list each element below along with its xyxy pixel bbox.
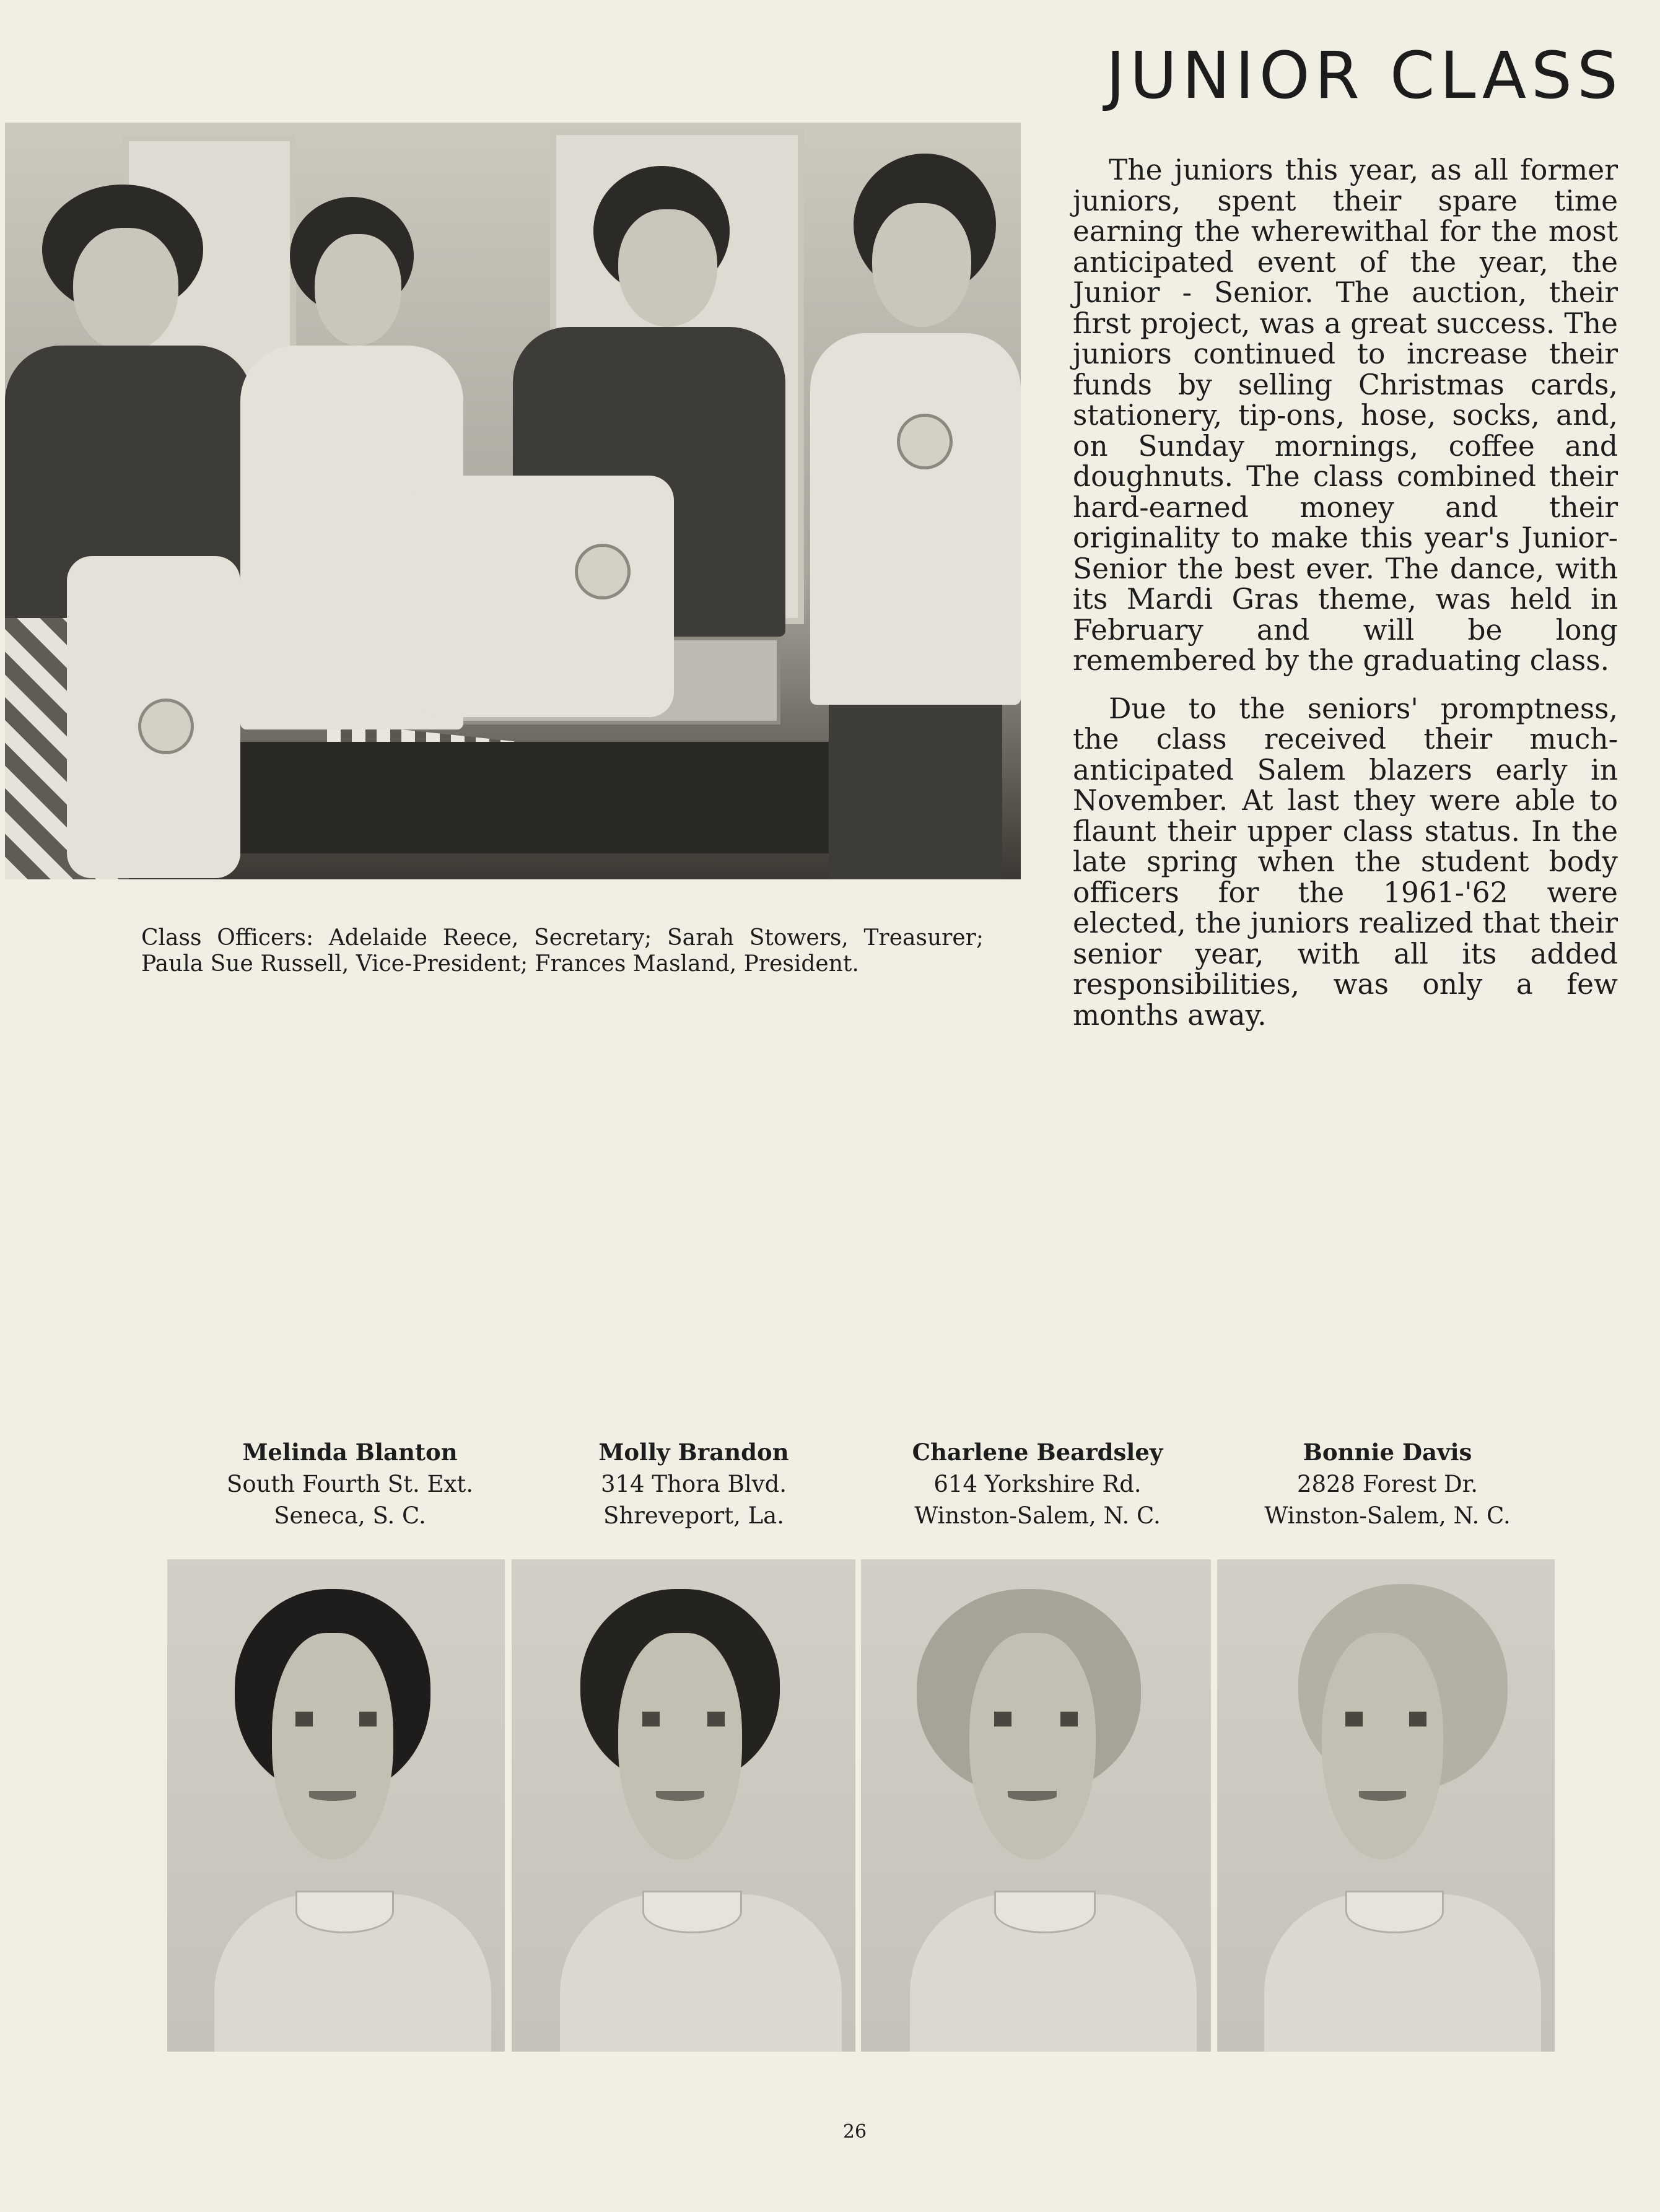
student-name: Melinda Blanton: [242, 1439, 458, 1466]
student-label: [177, 1437, 523, 1531]
student-city: Winston-Salem, N. C.: [1264, 1502, 1511, 1529]
student-label: [520, 1437, 867, 1531]
page-title: JUNIOR CLASS: [1106, 38, 1623, 113]
student-address: South Fourth St. Ext.: [226, 1471, 474, 1497]
student-portrait: [861, 1559, 1211, 2052]
student-label: [864, 1437, 1211, 1531]
student-address: 314 Thora Blvd.: [600, 1471, 787, 1497]
class-officers-photo: [5, 123, 1021, 879]
student-portrait: [1217, 1559, 1555, 2052]
student-city: Seneca, S. C.: [274, 1502, 426, 1529]
student-name: Bonnie Davis: [1303, 1439, 1472, 1466]
student-name: Molly Brandon: [598, 1439, 789, 1466]
student-portrait: [512, 1559, 855, 2052]
student-city: Winston-Salem, N. C.: [914, 1502, 1161, 1529]
page-number: 26: [842, 2121, 867, 2143]
student-address: 2828 Forest Dr.: [1296, 1471, 1479, 1497]
article-body: [1073, 155, 1618, 1048]
student-name: Charlene Beardsley: [912, 1439, 1163, 1466]
student-portrait: [167, 1559, 505, 2052]
student-label: [1214, 1437, 1561, 1531]
photo-caption: Class Officers: Adelaide Reece, Secretary; Sarah Stowers, Treasurer; Paula Sue Russell, Vice-President; Frances Masland, President.: [141, 925, 984, 977]
student-address: 614 Yorkshire Rd.: [933, 1471, 1142, 1497]
article-paragraph: The juniors this year, as all former juniors, spent their spare time earning the wherewithal for the most anticipated event of the year, the Junior - Senior. The auction, their first project, was a great success. The juniors continued to increase their funds by selling Christmas cards, stationery, tip-ons, hose, socks, and, on Sunday mornings, coffee and doughnuts. The class combined their hard-earned money and their originality to make this year's Junior-Senior the best ever. The dance, with its Mardi Gras theme, was held in February and will be long remembered by the graduating class.: [1073, 154, 1618, 677]
article-paragraph: Due to the seniors' promptness, the class received their much-anticipated Salem blazers early in November. At last they were able to flaunt their upper class status. In the late spring when the student body officers for the 1961-'62 were elected, the juniors realized that their senior year, with all its added responsibilities, was only a few months away.: [1073, 692, 1618, 1032]
student-city: Shreveport, La.: [603, 1502, 784, 1529]
